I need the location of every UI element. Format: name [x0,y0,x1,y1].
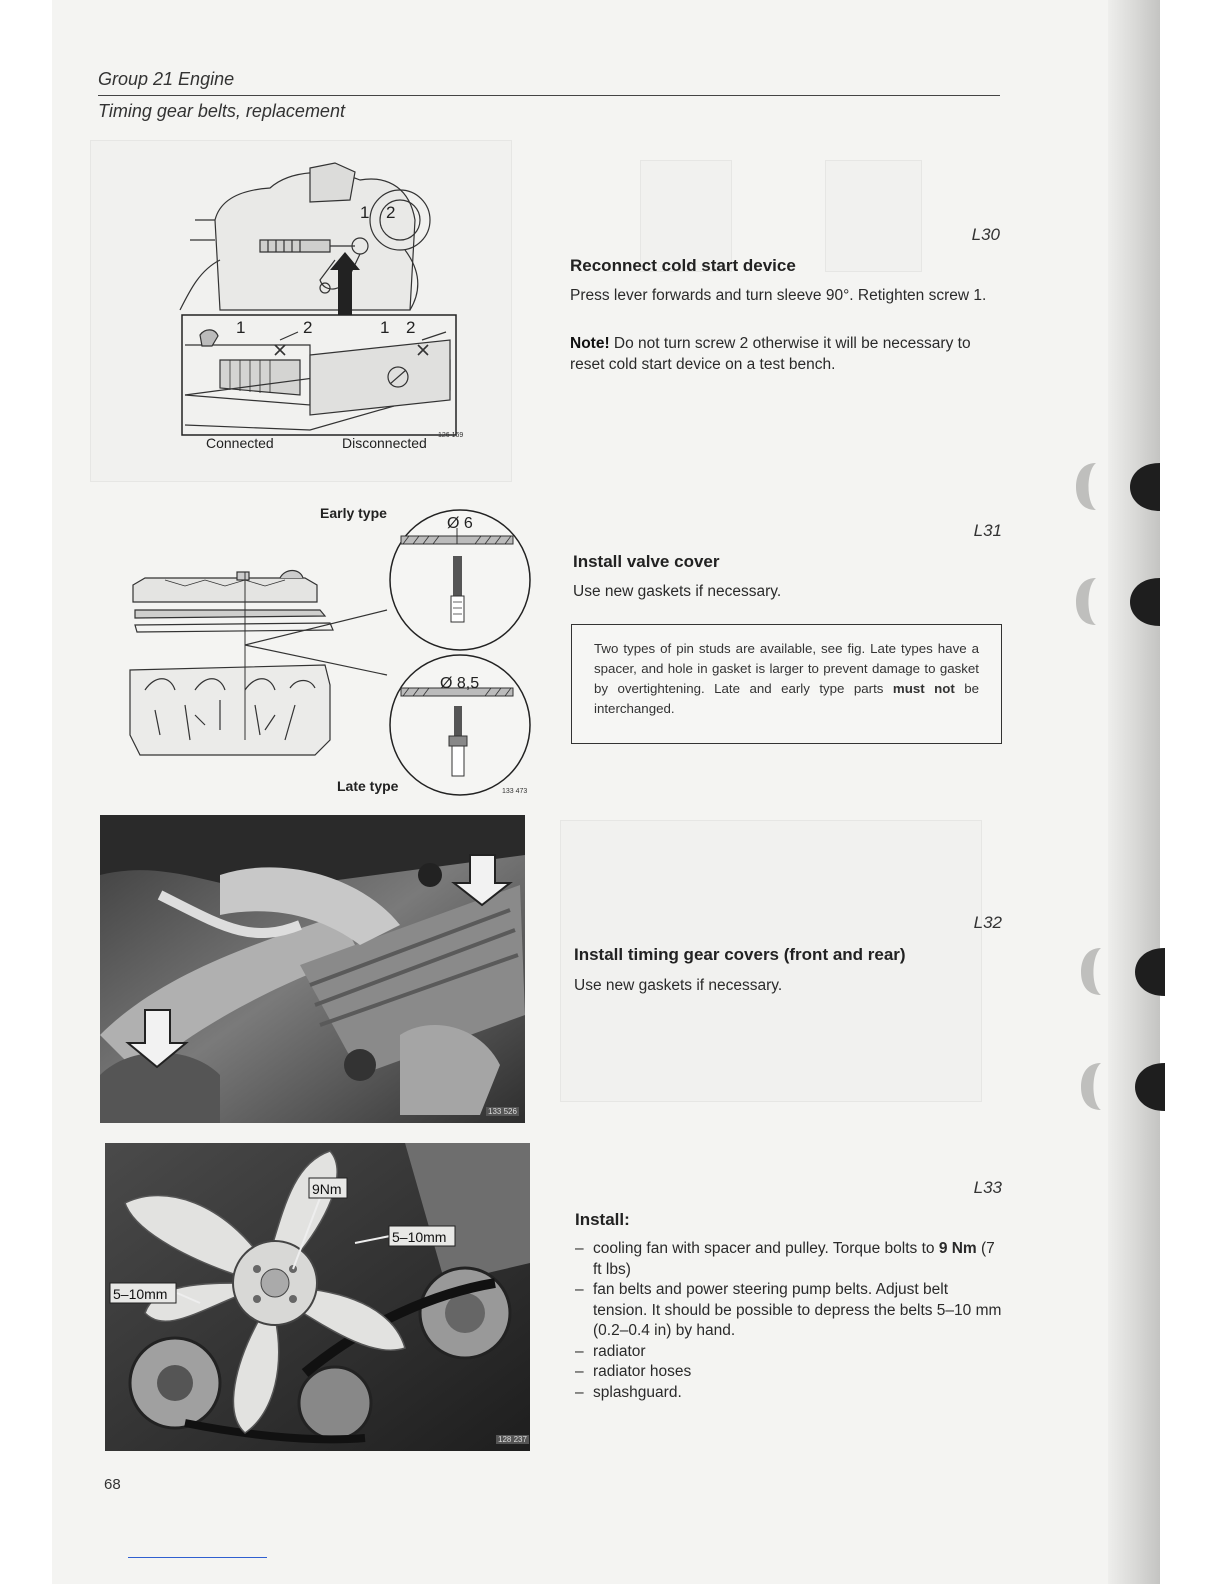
footer-rule [128,1557,267,1558]
deflection-label-right: 5–10mm [392,1229,447,1245]
punch-hole-icon [1081,1063,1165,1111]
label-late-type: Late type [337,778,399,794]
callout-1: 1 [380,318,390,337]
scan-margin-right [1160,0,1224,1584]
section-heading: Timing gear belts, replacement [98,101,345,121]
step-code-l33: L33 [973,1178,1002,1197]
install-list [575,1239,1005,1403]
header-rule [98,95,1000,96]
step-title-l32: Install timing gear covers (front and rear) [574,945,906,964]
list-item [575,1342,1005,1363]
punch-hole-icon [1076,578,1160,626]
torque-label: 9Nm [312,1181,342,1197]
step-title-l30: Reconnect cold start device [570,256,796,275]
info-text-part: be interchanged. [594,681,979,716]
figure-cold-start-device [160,160,470,460]
deflection-label-left: 5–10mm [113,1286,168,1302]
punch-hole-icon [1076,463,1160,511]
page-number: 68 [104,1476,121,1493]
dim-late: Ø 8,5 [440,675,480,692]
list-dash: – [575,1383,584,1401]
list-item [575,1362,1005,1383]
list-item-text: cooling fan with spacer and pulley. Torque bolts to [593,1240,939,1257]
callout-2: 2 [386,203,396,222]
info-text-part: Two types of pin studs are available, see fig. Late types have a spacer, and hole in gasket is larger to prevent damage to gasket by overtightening. Late and early type parts [594,641,979,696]
step-text-l30: Press lever forwards and turn sleeve 90°. Retighten screw 1. [570,287,987,304]
callout-1: 1 [236,318,246,337]
list-item-emphasis: 9 Nm [938,1240,977,1257]
step-title-l33: Install: [575,1210,630,1229]
list-item-text: radiator [593,1342,646,1360]
group-heading: Group 21 Engine [98,69,235,89]
info-text-emphasis: must not [892,681,955,696]
figure-number: 133 473 [502,788,528,795]
callout-2: 2 [303,318,313,337]
list-item [575,1280,1005,1342]
step-code-l30: L30 [971,225,1000,244]
figure-number: 126 169 [438,432,464,439]
step-text-l32: Use new gaskets if necessary. [574,977,783,994]
label-connected: Connected [206,435,274,451]
callout-1: 1 [360,203,370,222]
note-text: Do not turn screw 2 otherwise it will be necessary to reset cold start device on a test bench. [570,335,971,373]
bleed-through-panel [825,160,922,272]
list-item [575,1239,1005,1280]
label-early-type: Early type [320,505,387,521]
list-item-text: radiator hoses [593,1363,692,1380]
list-dash: – [575,1281,584,1298]
list-item-text: fan belts and power steering pump belts. Adjust belt tension. It should be possible to depress the belts 5–10 mm (0.2–0.4 in) by hand. [593,1281,1002,1339]
step-code-l31: L31 [973,521,1002,540]
list-dash: – [575,1240,584,1257]
info-box-pin-studs [571,624,1002,744]
list-item [575,1383,1005,1404]
figure-number: 133 526 [488,1107,517,1116]
step-note-l30 [570,333,1000,375]
label-disconnected: Disconnected [342,435,427,451]
step-code-l32: L32 [973,913,1002,932]
figure-valve-cover-studs [125,500,545,800]
scan-margin-left [0,0,52,1584]
photo-timing-covers [100,815,525,1123]
callout-2: 2 [406,318,416,337]
info-box-text [594,639,979,719]
list-dash: – [575,1342,584,1360]
figure-number: 128 237 [498,1435,527,1444]
punch-hole-icon [1081,948,1165,996]
dim-early: Ø 6 [447,515,473,532]
step-title-l31: Install valve cover [573,552,720,571]
step-text-l31: Use new gaskets if necessary. [573,583,782,600]
list-item-text: (7 ft lbs) [593,1240,995,1278]
photo-cooling-fan [105,1143,530,1451]
list-item-text: splashguard. [593,1383,682,1401]
binder-holes [1066,455,1166,1125]
note-label: Note! [570,335,610,352]
list-dash: – [575,1363,584,1380]
